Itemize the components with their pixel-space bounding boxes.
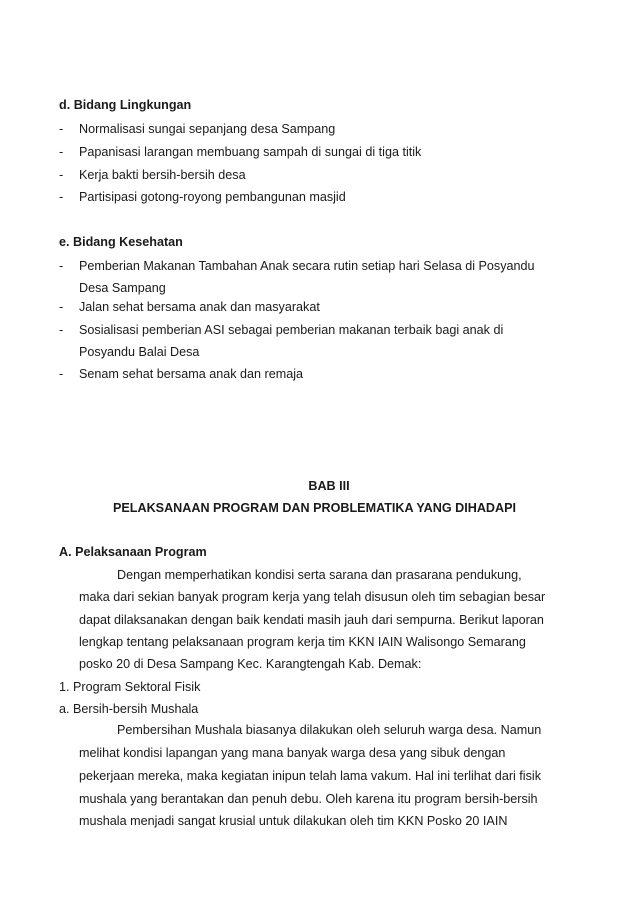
list-dash: - bbox=[59, 145, 64, 159]
paragraph-line: lengkap tentang pelaksanaan program kerja tim KKN IAIN Walisongo Semarang bbox=[79, 635, 526, 649]
list-dash: - bbox=[59, 168, 64, 182]
list-item-continuation: Posyandu Balai Desa bbox=[79, 345, 200, 359]
paragraph-line: dapat dilaksanakan dengan baik kendati masih jauh dari sempurna. Berikut laporan bbox=[79, 613, 544, 627]
list-item: Jalan sehat bersama anak dan masyarakat bbox=[79, 300, 320, 314]
paragraph-line: maka dari sekian banyak program kerja yang telah disusun oleh tim sebagian besar bbox=[79, 590, 546, 604]
subsection-heading: 1. Program Sektoral Fisik bbox=[59, 680, 201, 694]
paragraph-line: Dengan memperhatikan kondisi serta sarana dan prasarana pendukung, bbox=[117, 568, 522, 582]
list-item: Kerja bakti bersih-bersih desa bbox=[79, 168, 246, 182]
list-item: Normalisasi sungai sepanjang desa Sampang bbox=[79, 122, 336, 136]
chapter-title: PELAKSANAAN PROGRAM DAN PROBLEMATIKA YANG DIHADAPI bbox=[113, 501, 517, 515]
paragraph-line: Pembersihan Mushala biasanya dilakukan oleh seluruh warga desa. Namun bbox=[117, 723, 542, 737]
list-item-continuation: Desa Sampang bbox=[79, 281, 166, 295]
chapter-number: BAB III bbox=[308, 479, 350, 493]
list-dash: - bbox=[59, 190, 64, 204]
list-item: Sosialisasi pemberian ASI sebagai pemberian makanan terbaik bagi anak di bbox=[79, 323, 504, 337]
subsection-heading: a. Bersih-bersih Mushala bbox=[59, 702, 199, 716]
list-dash: - bbox=[59, 367, 64, 381]
paragraph-line: posko 20 di Desa Sampang Kec. Karangtengah Kab. Demak: bbox=[79, 657, 422, 671]
section-e-heading: e. Bidang Kesehatan bbox=[59, 235, 183, 249]
section-d-heading: d. Bidang Lingkungan bbox=[59, 98, 192, 112]
list-item: Partisipasi gotong-royong pembangunan masjid bbox=[79, 190, 346, 204]
list-dash: - bbox=[59, 259, 64, 273]
paragraph-line: mushala menjadi sangat krusial untuk dilakukan oleh tim KKN Posko 20 IAIN bbox=[79, 814, 508, 828]
list-item: Papanisasi larangan membuang sampah di sungai di tiga titik bbox=[79, 145, 422, 159]
paragraph-line: mushala yang berantakan dan penuh debu. Oleh karena itu program bersih-bersih bbox=[79, 792, 538, 806]
section-a-heading: A. Pelaksanaan Program bbox=[59, 545, 207, 559]
list-item: Pemberian Makanan Tambahan Anak secara rutin setiap hari Selasa di Posyandu bbox=[79, 259, 535, 273]
list-dash: - bbox=[59, 300, 64, 314]
list-dash: - bbox=[59, 122, 64, 136]
list-dash: - bbox=[59, 323, 64, 337]
paragraph-line: melihat kondisi lapangan yang mana banyak warga desa yang sibuk dengan bbox=[79, 746, 506, 760]
paragraph-line: pekerjaan mereka, maka kegiatan inipun telah lama vakum. Hal ini terlihat dari fisik bbox=[79, 769, 541, 783]
list-item: Senam sehat bersama anak dan remaja bbox=[79, 367, 304, 381]
